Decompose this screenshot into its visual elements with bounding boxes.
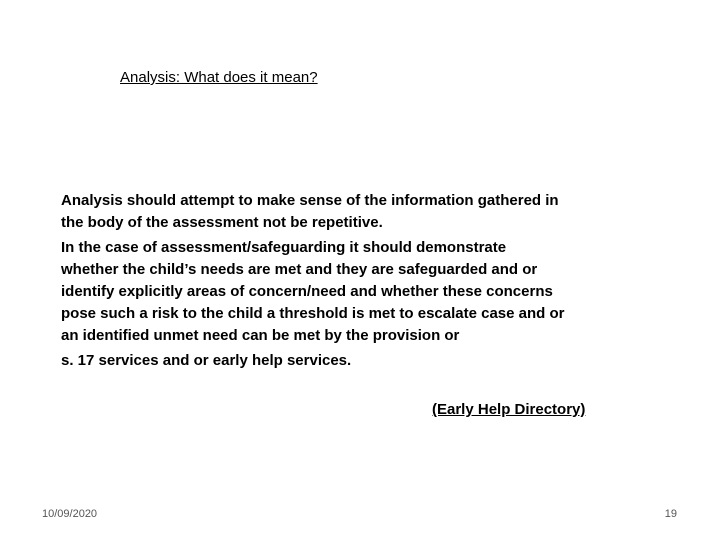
body-line: Analysis should attempt to make sense of the information gathered in <box>61 192 559 209</box>
body-line: identify explicitly areas of concern/need and whether these concerns <box>61 283 553 300</box>
body-line: whether the child’s needs are met and they are safeguarded and or <box>61 261 538 278</box>
body-line: an identified unmet need can be met by the provision or <box>61 327 460 344</box>
body-line: the body of the assessment not be repetitive. <box>61 214 383 231</box>
early-help-directory-link[interactable]: (Early Help Directory) <box>432 401 586 418</box>
slide-page-number: 19 <box>664 508 677 520</box>
analysis-body-text <box>61 190 661 372</box>
body-line: In the case of assessment/safeguarding it should demonstrate <box>61 239 507 256</box>
body-line: pose such a risk to the child a threshold is met to escalate case and or <box>61 305 565 322</box>
body-line: s. 17 services and or early help services. <box>61 352 352 369</box>
slide-title: Analysis: What does it mean? <box>120 69 318 86</box>
footer-date: 10/09/2020 <box>42 508 98 520</box>
